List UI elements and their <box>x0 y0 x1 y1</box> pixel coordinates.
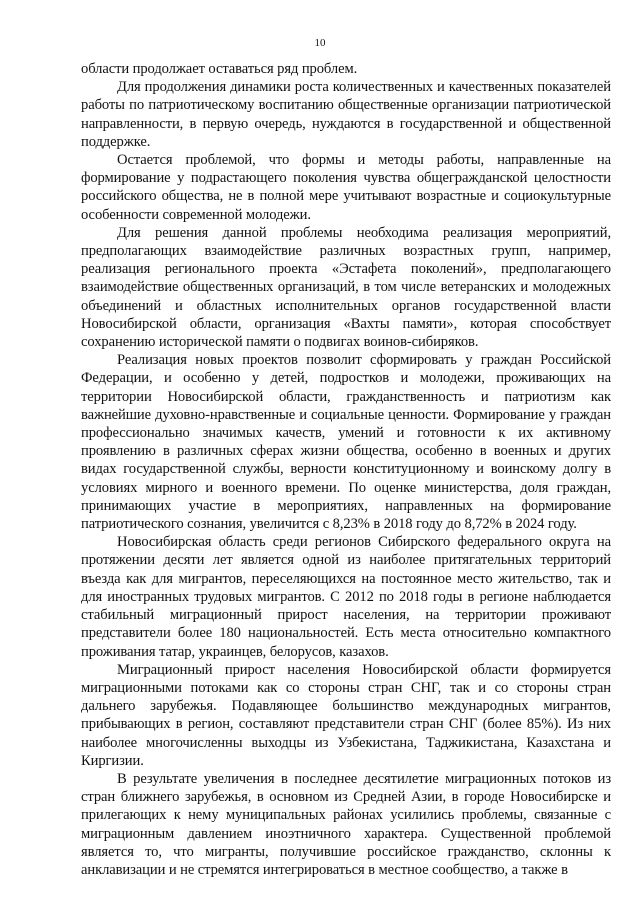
paragraph: области продолжает оставаться ряд проблем. <box>81 61 358 77</box>
page-number: 10 <box>314 37 326 49</box>
paragraph: Для решения данной проблемы необходима реализация мероприятий, предполагающих взаимодействие различных возрастных групп, например, реализация регионального проекта «Эстафета поколений», предполагающего взаимодействие общественных организаций, в том числе ветеранских и молодежных объединений и областных исполнительных органов государственной власти Новосибирской области, организация «Вахты памяти», которая способствует сохранению исторической памяти о подвигах воинов-сибиряков. <box>81 224 611 351</box>
paragraph: В результате увеличения в последнее десятилетие миграционных потоков из стран ближнего зарубежья, в основном из Средней Азии, в городе Новосибирске и прилегающих к нему муниципальных районах усилились проблемы, связанные с миграционным давлением иноэтничного характера. Существенной проблемой является то, что мигранты, получившие российское гражданство, склонны к анклавизации и не стремятся интегрироваться в местное сообщество, а также в <box>81 770 611 878</box>
paragraph: Миграционный прирост населения Новосибирской области формируется миграционными потоками как со стороны стран СНГ, так и со стороны стран дальнего зарубежья. Подавляющее большинство международных мигрантов, прибывающих в регион, составляют представители стран СНГ (более 85%). Из них наиболее многочисленны выходцы из Узбекистана, Таджикистана, Казахстана и Киргизии. <box>81 661 611 769</box>
paragraph: Реализация новых проектов позволит сформировать у граждан Российской Федерации, и особенно у детей, подростков и молодежи, проживающих на территории Новосибирской области, гражданственность и патриотизм как важнейшие духовно-нравственные и социальные ценности. Формирование у граждан профессионально значимых качеств, умений и готовности к их активному проявлению в различных сферах жизни общества, особенно в военных и других видах государственной службы, верности конституционному и воинскому долгу в условиях мирного и военного времени. По оценке министерства, доля граждан, принимающих участие в мероприятиях, направленных на формирование патриотического сознания, увеличится с 8,23% в 2018 году до 8,72% в 2024 году. <box>81 352 611 533</box>
paragraph: Для продолжения динамики роста количественных и качественных показателей работы по патриотическому воспитанию общественные организации патриотической направленности, в первую очередь, нуждаются в государственной и общественной поддержке. <box>81 79 611 150</box>
paragraph: Новосибирская область среди регионов Сибирского федерального округа на протяжении десяти лет является одной из наиболее притягательных территорий въезда как для мигрантов, переселяющихся на постоянное место жительство, так и для иностранных трудовых мигрантов. С 2012 по 2018 годы в регионе наблюдается стабильный миграционный прирост населения, на территории проживают представители более 180 национальностей. Есть места относительно компактного проживания татар, украинцев, белорусов, казахов. <box>81 534 611 660</box>
document-body <box>81 60 611 879</box>
paragraph: Остается проблемой, что формы и методы работы, направленные на формирование у подрастающего поколения чувства общегражданской целостности российского общества, не в полной мере учитывают возрастные и социокультурные особенности современной молодежи. <box>81 152 611 223</box>
